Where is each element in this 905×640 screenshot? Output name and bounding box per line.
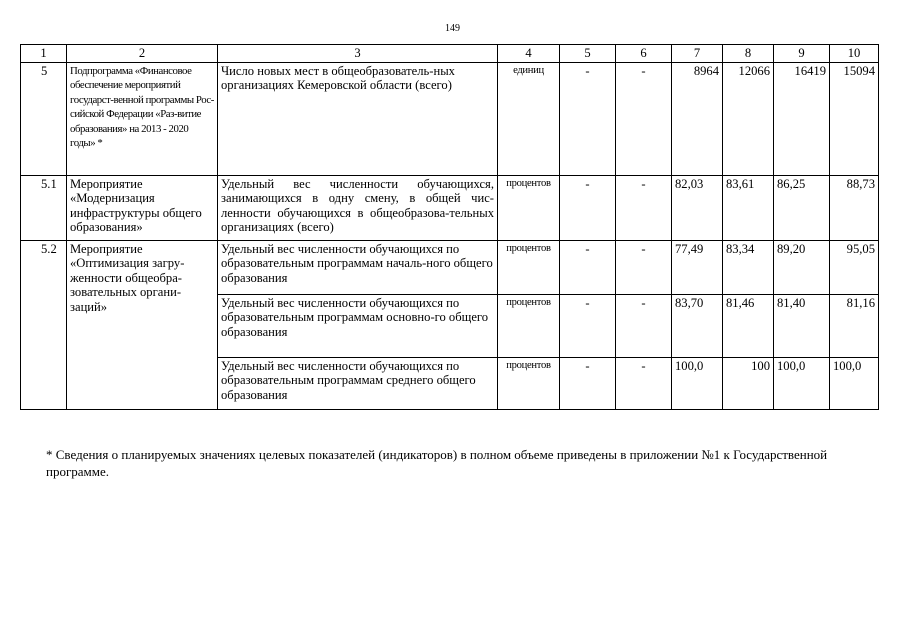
value-col8: 100 (723, 357, 774, 409)
column-header: 3 (218, 45, 498, 63)
indicator-name: Удельный вес численности обучающихся по образовательным программам основно-го общего образования (218, 294, 498, 357)
indicator-name: Удельный вес численности обучающихся по образовательным программам среднего общего образования (218, 357, 498, 409)
value-col6: - (616, 294, 672, 357)
value-col6: - (616, 175, 672, 240)
value-col8: 81,46 (723, 294, 774, 357)
indicator-name: Удельный вес численности обучающихся, занимающихся в одну смену, в общей чис-ленности обучающихся в общеобразова-тельных организациях (всего) (218, 175, 498, 240)
table-row (21, 62, 879, 175)
column-header: 10 (830, 45, 879, 63)
value-col7: 8964 (672, 62, 723, 175)
value-col6: - (616, 62, 672, 175)
column-header: 9 (774, 45, 830, 63)
column-header: 7 (672, 45, 723, 63)
value-col10: 88,73 (830, 175, 879, 240)
value-col9: 81,40 (774, 294, 830, 357)
indicator-name: Число новых мест в общеобразователь-ных организациях Кемеровской области (всего) (218, 62, 498, 175)
indicator-name: Удельный вес численности обучающихся по образовательным программам началь-ного общего образования (218, 240, 498, 294)
value-col7: 77,49 (672, 240, 723, 294)
value-col7: 82,03 (672, 175, 723, 240)
column-header: 8 (723, 45, 774, 63)
unit: процентов (498, 240, 560, 294)
program-name: Мероприятие «Модернизация инфраструктуры общего образования» (67, 175, 218, 240)
value-col5: - (560, 62, 616, 175)
column-header: 4 (498, 45, 560, 63)
program-name: Подпрограмма «Финансовое обеспечение мероприятий государст-венной программы Рос-сийской Федерации «Раз-витие образования» на 2013 - 2020 годы» * (67, 62, 218, 175)
value-col10: 100,0 (830, 357, 879, 409)
value-col9: 89,20 (774, 240, 830, 294)
table-header-row (21, 45, 879, 63)
page-number: 149 (445, 23, 460, 34)
value-col8: 83,61 (723, 175, 774, 240)
unit: процентов (498, 175, 560, 240)
value-col9: 86,25 (774, 175, 830, 240)
column-header: 2 (67, 45, 218, 63)
table-row (21, 175, 879, 240)
footnote: * Сведения о планируемых значениях целевых показателей (индикаторов) в полном объеме приведены в приложении №1 к Государственной программе. (46, 447, 828, 479)
value-col7: 83,70 (672, 294, 723, 357)
value-col5: - (560, 294, 616, 357)
value-col10: 15094 (830, 62, 879, 175)
value-col8: 83,34 (723, 240, 774, 294)
unit: процентов (498, 294, 560, 357)
row-number: 5.1 (21, 175, 67, 240)
column-header: 6 (616, 45, 672, 63)
value-col6: - (616, 357, 672, 409)
value-col10: 81,16 (830, 294, 879, 357)
value-col8: 12066 (723, 62, 774, 175)
value-col6: - (616, 240, 672, 294)
table-row (21, 240, 879, 294)
value-col7: 100,0 (672, 357, 723, 409)
column-header: 1 (21, 45, 67, 63)
value-col5: - (560, 175, 616, 240)
value-col10: 95,05 (830, 240, 879, 294)
indicators-table (20, 44, 879, 410)
value-col9: 16419 (774, 62, 830, 175)
value-col9: 100,0 (774, 357, 830, 409)
row-number: 5.2 (21, 240, 67, 409)
unit: единиц (498, 62, 560, 175)
unit: процентов (498, 357, 560, 409)
program-name: Мероприятие «Оптимизация загру-женности общеобра-зовательных органи-заций» (67, 240, 218, 409)
column-header: 5 (560, 45, 616, 63)
value-col5: - (560, 357, 616, 409)
value-col5: - (560, 240, 616, 294)
row-number: 5 (21, 62, 67, 175)
